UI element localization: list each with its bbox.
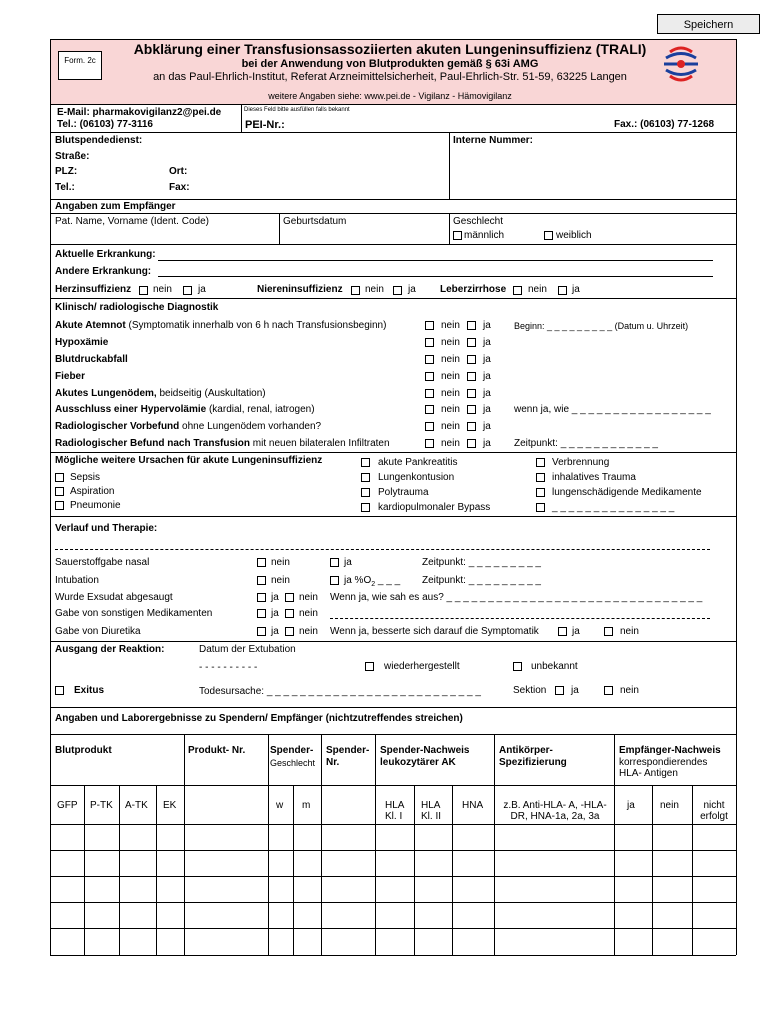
cause-label: Aspiration (70, 486, 115, 497)
heart-yes-label: ja (198, 284, 206, 295)
diagnostic-yes-label: ja (483, 354, 491, 365)
diagnostic-yes-checkbox[interactable] (467, 355, 476, 364)
diuretics-improve-yes-checkbox[interactable] (558, 627, 567, 636)
diagnostic-label (55, 371, 85, 383)
restored-checkbox[interactable] (365, 662, 374, 671)
cause-label: inhalatives Trauma (552, 472, 636, 483)
male-checkbox[interactable] (453, 231, 462, 240)
current-disease-field[interactable] (158, 260, 713, 261)
dob-label: Geburtsdatum (283, 216, 347, 227)
exsudate-no-checkbox[interactable] (285, 593, 294, 602)
diagnostic-detail: (Symptomatik innerhalb von 6 h nach Transfusionsbeginn) (125, 320, 387, 331)
internal-number-label: Interne Nummer: (453, 135, 534, 146)
nicht-col-sub: erfolgt (700, 811, 728, 822)
form-number-box (58, 51, 102, 80)
exitus-checkbox[interactable] (55, 686, 64, 695)
example-col: z.B. Anti-HLA- A, -HLA- (503, 800, 607, 811)
diagnostic-no-checkbox[interactable] (425, 355, 434, 364)
diagnostic-yes-label: ja (483, 388, 491, 399)
cause-checkbox[interactable] (55, 473, 64, 482)
kidney-no-label: nein (365, 284, 384, 295)
diagnostic-no-label: nein (441, 371, 460, 382)
exsudate-yes-checkbox[interactable] (257, 593, 266, 602)
lab-heading: Angaben und Laborergebnisse zu Spendern/ Empfänger (nichtzutreffendes streichen) (55, 713, 463, 724)
cause-checkbox[interactable] (536, 503, 545, 512)
intubation-yes-checkbox[interactable] (330, 576, 339, 585)
cause-checkbox[interactable] (55, 487, 64, 496)
hla1-col-sub: Kl. I (385, 811, 403, 822)
unknown-checkbox[interactable] (513, 662, 522, 671)
diuretics-question: Wenn ja, besserte sich darauf die Symptomatik (330, 626, 539, 637)
meds-no-checkbox[interactable] (285, 609, 294, 618)
diagnostic-detail: beidseitig (Auskultation) (156, 388, 266, 399)
diuretics-improve-no-checkbox[interactable] (604, 627, 613, 636)
pei-logo-icon (660, 46, 702, 84)
cause-label: lungenschädigende Medikamente (552, 487, 702, 498)
gfp-col: GFP (57, 800, 78, 811)
diagnostic-bold: Blutdruckabfall (55, 354, 128, 365)
diagnostic-yes-checkbox[interactable] (467, 372, 476, 381)
diagnostic-no-label: nein (441, 320, 460, 331)
atk-col: A-TK (125, 800, 148, 811)
diagnostic-label (55, 337, 108, 349)
fax-text: Fax.: (06103) 77-1268 (614, 119, 715, 130)
table-col-line (375, 734, 376, 955)
diagnostic-no-checkbox[interactable] (425, 321, 434, 330)
diagnostic-bold: Ausschluss einer Hypervolämie (55, 404, 207, 415)
patient-name-label: Pat. Name, Vorname (Ident. Code) (55, 216, 209, 227)
table-row-line (50, 955, 736, 956)
street-label: Straße: (55, 151, 90, 162)
liver-yes-label: ja (572, 284, 580, 295)
current-disease-label: Aktuelle Erkrankung: (55, 249, 156, 260)
antibody-sub: Spezifizierung (499, 757, 567, 768)
female-label: weiblich (556, 230, 592, 241)
cause-label: Verbrennung (552, 457, 610, 468)
diuretics-improve-no-label: nein (620, 626, 639, 637)
diagnostic-label (55, 388, 266, 400)
recipient-heading: Angaben zum Empfänger (55, 201, 176, 212)
extubation-date-label: Datum der Extubation (199, 644, 296, 655)
cause-label: Lungenkontusion (378, 472, 455, 483)
cause-checkbox[interactable] (536, 488, 545, 497)
hla2-col-sub: Kl. II (421, 811, 442, 822)
kidney-yes-checkbox[interactable] (393, 286, 402, 295)
diagnostic-yes-label: ja (483, 371, 491, 382)
oxygen-no-label: nein (271, 557, 290, 568)
diagnostic-no-label: nein (441, 404, 460, 415)
unknown-label: unbekannt (531, 661, 578, 672)
address-line: an das Paul-Ehrlich-Institut, Referat Arzneimittelsicherheit, Paul-Ehrlich-Str. 51-59, 63225 Langen (153, 71, 627, 83)
example-col-sub: DR, HNA-1a, 2a, 3a (510, 811, 600, 822)
diagnostic-no-checkbox[interactable] (425, 439, 434, 448)
diagnostic-yes-label: ja (483, 337, 491, 348)
diagnostic-bold: Hypoxämie (55, 337, 109, 348)
donor-sex-header: Spender- (270, 745, 314, 756)
diagnostic-bold: Akutes Lungenödem, (55, 388, 157, 399)
meds-label: Gabe von sonstigen Medikamenten (55, 608, 213, 619)
table-row-line (50, 850, 736, 851)
diagnostic-detail: ohne Lungenödem vorhanden? (179, 421, 322, 432)
other-disease-label: Andere Erkrankung: (55, 266, 152, 277)
exsudate-question[interactable]: Wenn ja, wie sah es aus? _ _ _ _ _ _ _ _ _ _ _ _ _ _ _ _ _ _ _ _ _ _ _ _ _ _ _ _ _ _ _ (330, 592, 703, 603)
meds-no-label: nein (299, 608, 318, 619)
intubation-yes-label (344, 575, 400, 591)
table-row-line (50, 876, 736, 877)
cause-label: Pneumonie (70, 500, 121, 511)
diagnostic-no-checkbox[interactable] (425, 422, 434, 431)
diagnostic-bold: Akute Atemnot (55, 320, 126, 331)
table-subcol-line (414, 785, 415, 955)
male-label: männlich (464, 230, 505, 241)
antibody-header: Antikörper- (499, 745, 553, 756)
autopsy-no-checkbox[interactable] (604, 686, 613, 695)
diuretics-yes-label: ja (271, 626, 279, 637)
diagnostic-label (55, 320, 386, 332)
kidney-yes-label: ja (408, 284, 416, 295)
o2-subscript: 2 (371, 581, 376, 588)
heart-no-label: nein (153, 284, 172, 295)
ja-col: ja (627, 800, 635, 811)
outcome-heading: Ausgang der Reaktion: (55, 644, 165, 655)
nein-col: nein (660, 800, 679, 811)
diagnostic-no-label: nein (441, 354, 460, 365)
intubation-no-checkbox[interactable] (257, 576, 266, 585)
diagnostic-no-checkbox[interactable] (425, 372, 434, 381)
therapy-notes-line[interactable] (55, 549, 710, 550)
diuretics-improve-yes-label: ja (572, 626, 580, 637)
table-col-line (184, 734, 185, 955)
autopsy-yes-checkbox[interactable] (555, 686, 564, 695)
donor-service-label: Blutspendedienst: (55, 135, 143, 146)
cause-label: Sepsis (70, 472, 101, 483)
cause-checkbox[interactable] (361, 473, 370, 482)
o2-percent-field[interactable]: _ _ _ (377, 575, 401, 586)
recipient-proof-sub2: HLA- Antigen (619, 768, 678, 779)
extubation-date-field[interactable]: - - - - - - - - - - (199, 662, 258, 673)
autopsy-no-label: nein (620, 685, 639, 696)
cause-checkbox[interactable] (536, 458, 545, 467)
meds-yes-checkbox[interactable] (257, 609, 266, 618)
liver-label: Leberzirrhose (440, 284, 507, 295)
more-info-line: weitere Angaben siehe: www.pei.de - Vigilanz - Hämovigilanz (268, 91, 512, 101)
exsudate-label: Wurde Exsudat abgesaugt (55, 592, 173, 603)
intubation-time[interactable]: Zeitpunkt: _ _ _ _ _ _ _ _ _ (422, 575, 541, 586)
diagnostic-no-label: nein (441, 421, 460, 432)
meds-field[interactable] (330, 618, 710, 619)
diuretics-no-checkbox[interactable] (285, 627, 294, 636)
product-nr-header: Produkt- Nr. (188, 745, 246, 756)
ort-label: Ort: (169, 166, 188, 177)
donor-nr-sub: Nr. (326, 757, 340, 768)
diagnostic-yes-label: ja (483, 438, 491, 449)
diagnostic-detail: (kardial, renal, iatrogen) (206, 404, 315, 415)
diagnostic-bold: Radiologischer Vorbefund (55, 421, 180, 432)
cause-checkbox[interactable] (55, 501, 64, 510)
diagnostic-bold: Fieber (55, 371, 86, 382)
hna-col: HNA (462, 800, 484, 811)
oxygen-time[interactable]: Zeitpunkt: _ _ _ _ _ _ _ _ _ (422, 557, 541, 568)
causes-heading: Mögliche weitere Ursachen für akute Lungeninsuffizienz (55, 455, 323, 466)
diagnostic-yes-label: ja (483, 404, 491, 415)
table-subcol-line (156, 785, 157, 955)
exsudate-yes-label: ja (271, 592, 279, 603)
oxygen-yes-checkbox[interactable] (330, 558, 339, 567)
diagnostic-no-checkbox[interactable] (425, 338, 434, 347)
oxygen-label: Sauerstoffgabe nasal (55, 557, 150, 568)
blood-product-header: Blutprodukt (55, 745, 112, 756)
field-note: Dieses Feld bitte ausfüllen falls bekannt (244, 107, 350, 113)
email-text: E-Mail: pharmakovigilanz2@pei.de (57, 107, 222, 118)
cause-of-death-field[interactable]: Todesursache: _ _ _ _ _ _ _ _ _ _ _ _ _ _ _ _ _ _ _ _ _ _ _ _ _ _ (199, 686, 481, 697)
gender-label: Geschlecht (453, 216, 504, 227)
plz-label: PLZ: (55, 166, 78, 177)
donor-fax-label: Fax: (169, 182, 190, 193)
diagnostic-yes-checkbox[interactable] (467, 389, 476, 398)
diagnostic-yes-checkbox[interactable] (467, 338, 476, 347)
table-col-line (321, 734, 322, 955)
diuretics-no-label: nein (299, 626, 318, 637)
cause-label: akute Pankreatitis (378, 457, 458, 468)
diuretics-yes-checkbox[interactable] (257, 627, 266, 636)
female-checkbox[interactable] (544, 231, 553, 240)
diagnostic-yes-label: ja (483, 320, 491, 331)
cause-label: kardiopulmonaler Bypass (378, 502, 491, 513)
table-subcol-line (119, 785, 120, 955)
diagnostic-extra-field[interactable]: Beginn: _ _ _ _ _ _ _ _ _ (Datum u. Uhrzeit) (514, 321, 689, 331)
form-subtitle: bei der Anwendung von Blutprodukten gemäß § 63i AMG (241, 58, 539, 70)
table-row-line (50, 928, 736, 929)
table-col-line (268, 734, 269, 955)
other-disease-field[interactable] (158, 276, 713, 277)
pei-nr-label: PEI-Nr.: (245, 119, 285, 131)
diagnostic-no-checkbox[interactable] (425, 405, 434, 414)
table-row-line (50, 902, 736, 903)
diagnostic-yes-checkbox[interactable] (467, 321, 476, 330)
diagnostic-label (55, 404, 315, 416)
diagnostic-label (55, 421, 321, 433)
diagnostic-yes-checkbox[interactable] (467, 422, 476, 431)
table-subcol-line (452, 785, 453, 955)
table-subcol-line (692, 785, 693, 955)
table-col-line (494, 734, 495, 955)
ek-col: EK (163, 800, 177, 811)
table-col-line (614, 734, 615, 955)
diuretics-label: Gabe von Diuretika (55, 626, 141, 637)
nicht-col: nicht (703, 800, 725, 811)
donor-tel-label: Tel.: (55, 182, 75, 193)
diagnostic-bold: Radiologischer Befund nach Transfusion (55, 438, 251, 449)
form-title: Abklärung einer Transfusionsassoziierten akuten Lungeninsuffizienz (TRALI) (133, 41, 647, 57)
cause-label: Polytrauma (378, 487, 429, 498)
heart-label: Herzinsuffizienz (55, 284, 132, 295)
table-subcol-line (293, 785, 294, 955)
oxygen-yes-label: ja (344, 557, 352, 568)
liver-no-checkbox[interactable] (513, 286, 522, 295)
form-number: Form. 2c (64, 56, 96, 65)
meds-yes-label: ja (271, 608, 279, 619)
recipient-proof-sub1: korrespondierendes (619, 757, 708, 768)
cause-checkbox[interactable] (361, 503, 370, 512)
kidney-no-checkbox[interactable] (351, 286, 360, 295)
intubation-no-label: nein (271, 575, 290, 586)
save-button[interactable]: Speichern (657, 14, 760, 34)
table-subcol-line (652, 785, 653, 955)
hla1-col: HLA (385, 800, 405, 811)
exsudate-no-label: nein (299, 592, 318, 603)
diagnostic-yes-checkbox[interactable] (467, 405, 476, 414)
m-col: m (302, 800, 311, 811)
table-row-line (50, 785, 736, 786)
intubation-o2-label: ja %O (344, 575, 372, 586)
cause-checkbox[interactable] (361, 488, 370, 497)
diagnostic-label (55, 438, 390, 450)
diagnostic-yes-checkbox[interactable] (467, 439, 476, 448)
leuko-header: Spender-Nachweis (380, 745, 470, 756)
liver-yes-checkbox[interactable] (558, 286, 567, 295)
diagnostic-no-label: nein (441, 337, 460, 348)
cause-label[interactable]: _ _ _ _ _ _ _ _ _ _ _ _ _ _ _ (552, 502, 675, 513)
tel-text: Tel.: (06103) 77-3116 (57, 119, 153, 130)
diagnostic-no-label: nein (441, 388, 460, 399)
diagnostic-no-label: nein (441, 438, 460, 449)
autopsy-yes-label: ja (571, 685, 579, 696)
leuko-sub: leukozytärer AK (380, 757, 456, 768)
table-subcol-line (84, 785, 85, 955)
recipient-proof-header: Empfänger-Nachweis (619, 745, 721, 756)
liver-no-label: nein (528, 284, 547, 295)
therapy-heading: Verlauf und Therapie: (55, 523, 158, 534)
exitus-label: Exitus (74, 685, 105, 696)
table-row-line (50, 824, 736, 825)
diagnostic-yes-label: ja (483, 421, 491, 432)
hla2-col: HLA (421, 800, 441, 811)
donor-nr-header: Spender- (326, 745, 370, 756)
heart-no-checkbox[interactable] (139, 286, 148, 295)
diagnostic-no-checkbox[interactable] (425, 389, 434, 398)
cause-checkbox[interactable] (536, 473, 545, 482)
oxygen-no-checkbox[interactable] (257, 558, 266, 567)
w-col: w (276, 800, 284, 811)
diagnostic-label (55, 354, 128, 366)
diagnostics-heading: Klinisch/ radiologische Diagnostik (55, 302, 219, 313)
diagnostic-detail: mit neuen bilateralen Infiltraten (250, 438, 390, 449)
intubation-label: Intubation (55, 575, 99, 586)
ptk-col: P-TK (90, 800, 113, 811)
heart-yes-checkbox[interactable] (183, 286, 192, 295)
restored-label: wiederhergestellt (384, 661, 460, 672)
kidney-label: Niereninsuffizienz (257, 284, 343, 295)
autopsy-label: Sektion (513, 685, 547, 696)
donor-sex-sub: Geschlecht (270, 758, 316, 768)
cause-checkbox[interactable] (361, 458, 370, 467)
diagnostic-extra-field[interactable]: Zeitpunkt: _ _ _ _ _ _ _ _ _ _ _ _ (514, 438, 658, 449)
diagnostic-extra-field[interactable]: wenn ja, wie _ _ _ _ _ _ _ _ _ _ _ _ _ _ _ _ _ (514, 404, 711, 415)
